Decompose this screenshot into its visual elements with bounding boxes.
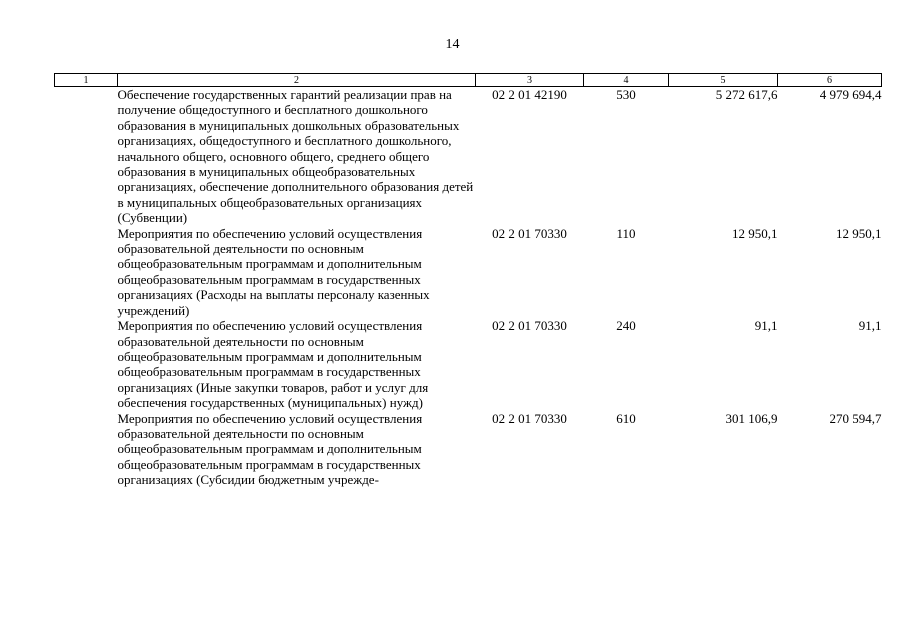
- row-amount-col5: 12 950,1: [732, 225, 778, 241]
- row-expense-type: 610: [616, 410, 636, 426]
- row-budget-code: 02 2 01 70330: [492, 318, 567, 334]
- row-description: Мероприятия по обеспечению условий осуществления образовательной деятельности по основным общеобразовательным программам и дополнительным общеобразовательным программам в государственных организациях (Расходы на выплаты персоналу казенных учреждений): [117, 225, 430, 318]
- row-description: Мероприятия по обеспечению условий осуществления образовательной деятельности по основным общеобразовательным программам и дополнительным общеобразовательным программам в государственных организациях (Субсидии бюджетным учрежде-: [117, 410, 423, 488]
- table-row: [55, 318, 882, 410]
- row-description: Мероприятия по обеспечению условий осуществления образовательной деятельности по основным общеобразовательным программам и дополнительным общеобразовательным программам в государственных организациях (Иные закупки товаров, работ и услуг для обеспечения государственных (муниципальных) нужд): [117, 318, 429, 411]
- column-number-3: 3: [476, 74, 584, 87]
- row-amount-col5: 301 106,9: [725, 410, 778, 426]
- column-number-6: 6: [778, 74, 882, 87]
- column-number-row: [55, 74, 882, 87]
- column-number-4: 4: [584, 74, 669, 87]
- row-amount-col5: 5 272 617,6: [715, 87, 778, 102]
- row-index-cell: [55, 411, 118, 488]
- row-expense-type: 530: [616, 87, 636, 102]
- row-budget-code: 02 2 01 42190: [492, 87, 567, 102]
- table-row: [55, 411, 882, 488]
- column-number-5: 5: [669, 74, 778, 87]
- table-row: [55, 87, 882, 226]
- column-number-1: 1: [55, 74, 118, 87]
- row-budget-code: 02 2 01 70330: [492, 410, 567, 426]
- row-amount-col6: 91,1: [858, 318, 882, 334]
- row-index-cell: [55, 226, 118, 318]
- page-number: 14: [445, 37, 460, 52]
- budget-table: [54, 73, 882, 488]
- column-number-2: 2: [118, 74, 476, 87]
- row-amount-col6: 4 979 694,4: [819, 87, 882, 102]
- row-expense-type: 240: [616, 318, 636, 334]
- row-amount-col5: 91,1: [754, 318, 778, 334]
- row-amount-col6: 270 594,7: [829, 410, 882, 426]
- row-amount-col6: 12 950,1: [836, 225, 882, 241]
- row-expense-type: 110: [616, 225, 636, 241]
- row-index-cell: [55, 318, 118, 410]
- row-budget-code: 02 2 01 70330: [492, 225, 567, 241]
- table-row: [55, 226, 882, 318]
- row-description: Обеспечение государственных гарантий реализации прав на получение общедоступного и бесплатного дошкольного образования в муниципальных дошкольных образовательных организациях, общедоступного и бесплатного дошкольного, начального общего, основного общего, среднего общего образования в муниципальных общеобразовательных организациях, обеспечение дополнительного образования детей в муниципальных общеобразовательных организациях (Субвенции): [117, 87, 474, 226]
- row-index-cell: [55, 87, 118, 226]
